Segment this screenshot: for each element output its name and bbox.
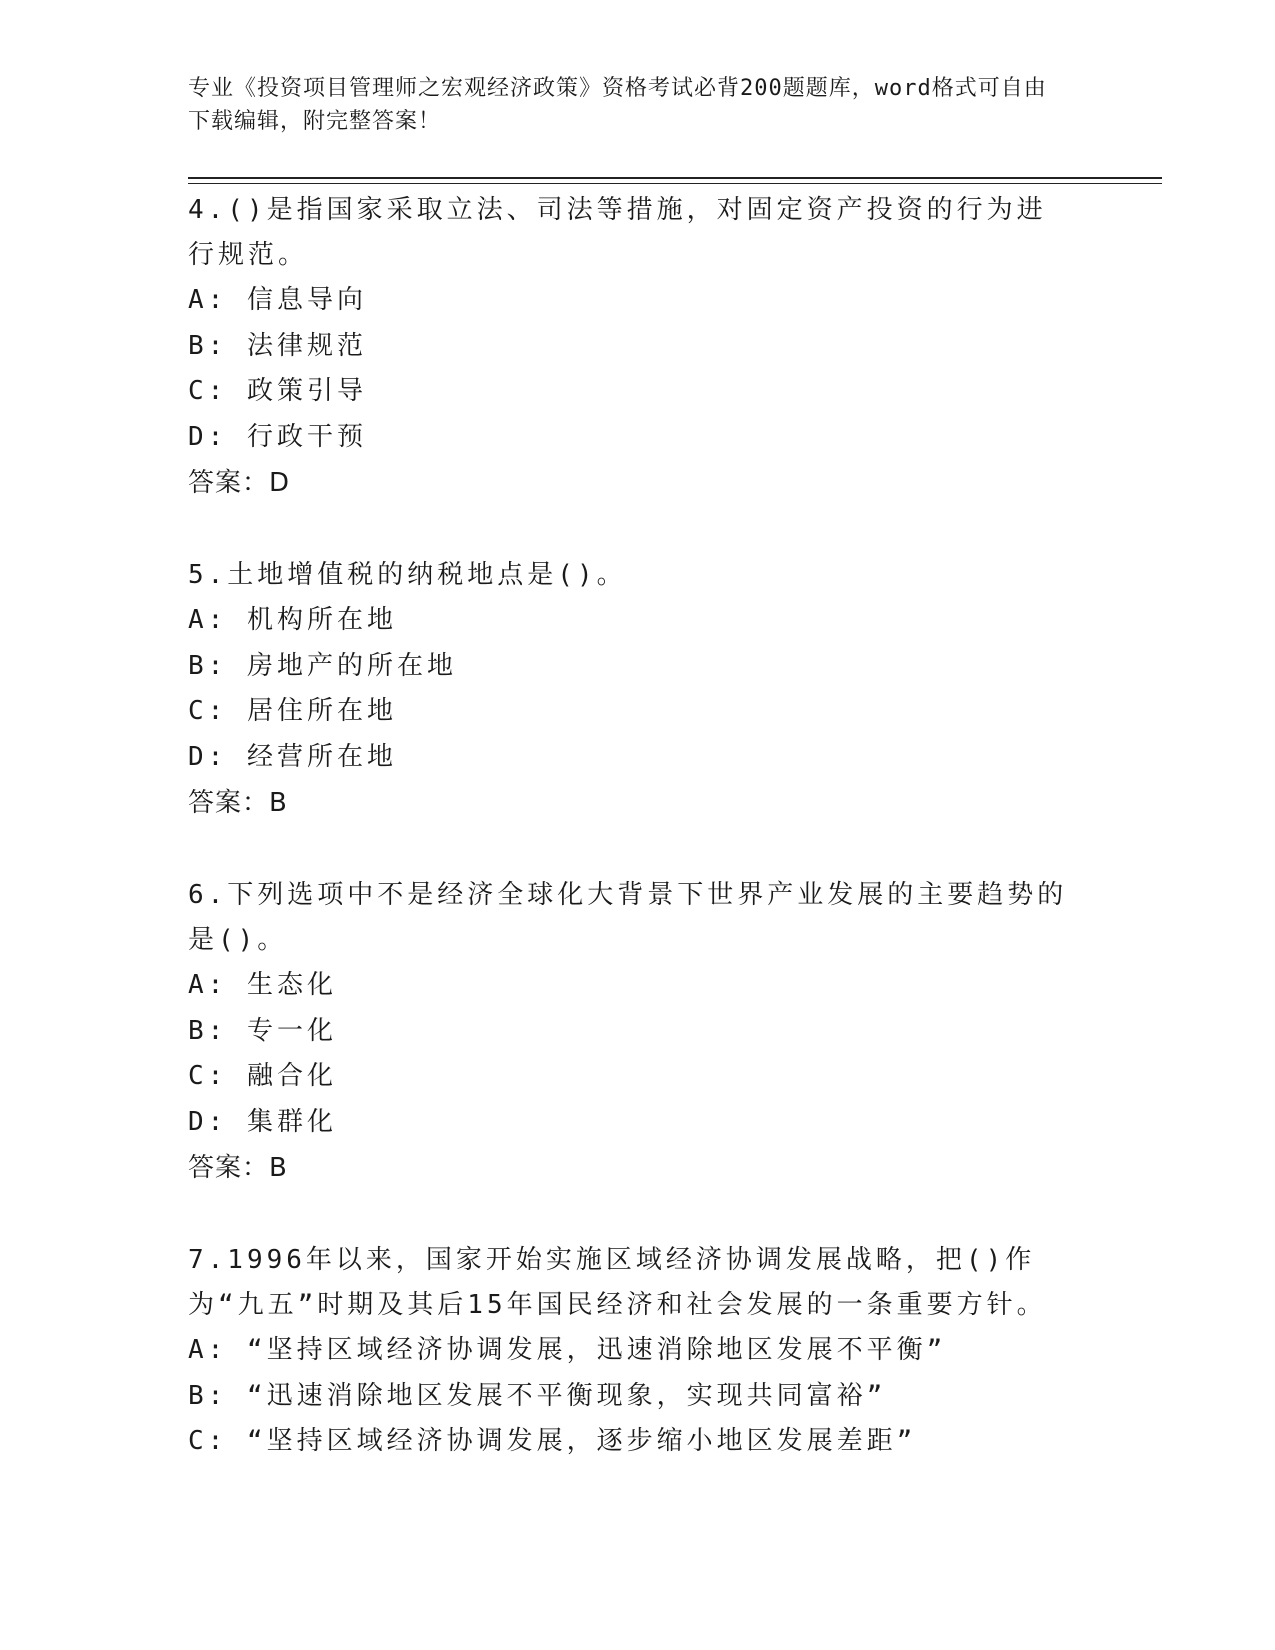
- option-c: C: 政策引导: [188, 376, 367, 406]
- header-divider-thick: [188, 177, 1162, 179]
- question-stem: 5.土地增值税的纳税地点是()。: [188, 560, 627, 590]
- option-a: A: 信息导向: [188, 285, 367, 315]
- option-b: B: 房地产的所在地: [188, 650, 457, 681]
- option-b: B: 专一化: [188, 1015, 337, 1046]
- question-7: [188, 1238, 1068, 1465]
- option-c: C: 居住所在地: [188, 696, 397, 726]
- option-c: C: 融合化: [188, 1061, 337, 1091]
- question-stem: 6.下列选项中不是经济全球化大背景下世界产业发展的主要趋势的是()。: [188, 880, 1068, 955]
- question-list: [188, 188, 1068, 1512]
- option-a: A: 机构所在地: [188, 605, 397, 635]
- option-c: C: “坚持区域经济协调发展，逐步缩小地区发展差距”: [188, 1426, 917, 1456]
- answer: 答案：B: [188, 788, 288, 818]
- option-a: A: “坚持区域经济协调发展，迅速消除地区发展不平衡”: [188, 1335, 947, 1365]
- answer: 答案：B: [188, 1153, 288, 1183]
- answer: 答案：D: [188, 468, 291, 498]
- option-d: D: 行政干预: [188, 421, 367, 452]
- question-stem: 4.()是指国家采取立法、司法等措施，对固定资产投资的行为进行规范。: [188, 195, 1047, 270]
- question-stem: 7.1996年以来，国家开始实施区域经济协调发展战略，把()作为“九五”时期及其后15年国民经济和社会发展的一条重要方针。: [188, 1245, 1047, 1320]
- option-d: D: 经营所在地: [188, 741, 397, 772]
- question-6: [188, 873, 1068, 1191]
- question-5: [188, 553, 1068, 826]
- option-b: B: “迅速消除地区发展不平衡现象，实现共同富裕”: [188, 1380, 887, 1411]
- option-b: B: 法律规范: [188, 330, 367, 361]
- document-header: 专业《投资项目管理师之宏观经济政策》资格考试必背200题题库，word格式可自由下载编辑，附完整答案！: [188, 76, 1047, 134]
- option-a: A: 生态化: [188, 970, 337, 1000]
- question-4: [188, 188, 1068, 506]
- option-d: D: 集群化: [188, 1106, 337, 1137]
- header-divider-thin: [188, 183, 1162, 184]
